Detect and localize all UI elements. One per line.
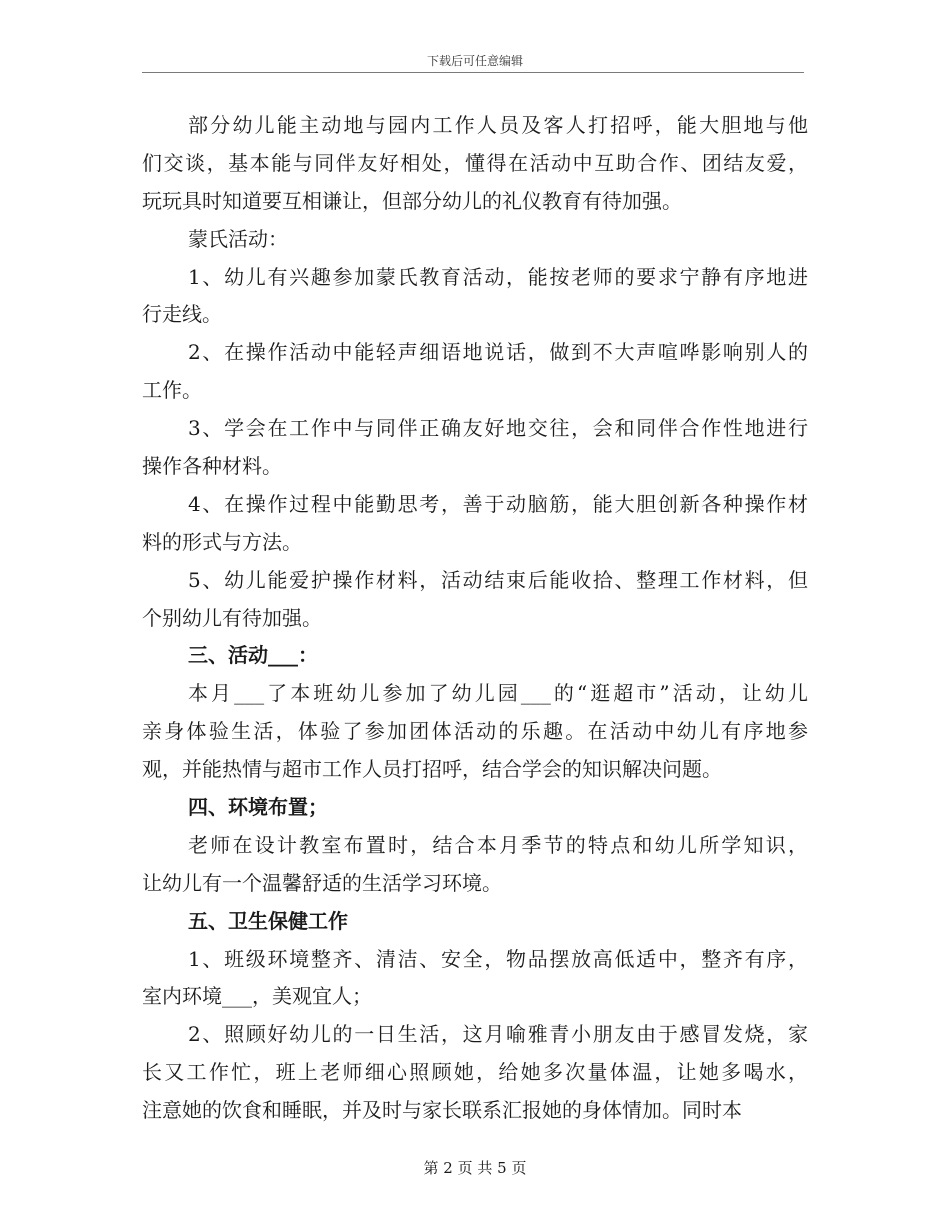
text-line: 部分幼儿能主动地与园内工作人员及客人打招呼，能大胆地与他 <box>188 113 808 137</box>
text-line: 本月___了本班幼儿参加了幼儿园___的“逛超市”活动，让幼儿 <box>188 681 808 706</box>
document-body <box>142 107 808 1130</box>
text-line: 注意她的饮食和睡眠，并及时与家长联系汇报她的身体情加。同时本 <box>142 1098 742 1123</box>
text-line: 们交谈，基本能与同伴友好相处，懂得在活动中互助合作、团结友爱， <box>142 150 808 175</box>
text-line: 2、在操作活动中能轻声细语地说话，做到不大声喧哗影响别人的 <box>188 340 808 365</box>
text-line: 工作。 <box>142 378 202 403</box>
text-line: 观，并能热情与超市工作人员打招呼，结合学会的知识解决问题。 <box>142 757 722 782</box>
header-note: 下载后可任意编辑 <box>426 54 523 68</box>
text-line: 个别幼儿有待加强。 <box>142 605 322 630</box>
paragraph <box>142 941 808 1017</box>
text-line: 四、环境布置； <box>188 795 328 820</box>
page-number: 第 2 页 共 5 页 <box>423 1159 527 1177</box>
text-line: 2、照顾好幼儿的一日生活，这月喻雅青小朋友由于感冒发烧，家 <box>188 1022 808 1047</box>
text-line: 五、卫生保健工作 <box>188 908 348 933</box>
text-line: 3、学会在工作中与同伴正确友好地交往，会和同伴合作性地进行 <box>188 416 808 441</box>
text-line: 亲身体验生活，体验了参加团体活动的乐趣。在活动中幼儿有序地参 <box>142 719 808 744</box>
paragraph <box>142 221 808 259</box>
text-line: 玩玩具时知道要互相谦让，但部分幼儿的礼仪教育有待加强。 <box>142 188 682 213</box>
paragraph <box>142 334 808 410</box>
text-line: 4、在操作过程中能勤思考，善于动脑筋，能大胆创新各种操作材 <box>188 491 808 516</box>
text-line: 1、班级环境整齐、清洁、安全，物品摆放高低适中，整齐有序， <box>188 946 808 971</box>
text-line: 行走线。 <box>142 302 222 327</box>
text-line: 长又工作忙，班上老师细心照顾她，给她多次量体温，让她多喝水， <box>142 1060 808 1085</box>
paragraph <box>142 486 808 562</box>
paragraph <box>142 675 808 789</box>
section-heading <box>142 637 808 675</box>
text-line: 料的形式与方法。 <box>142 529 302 554</box>
header-divider <box>142 72 804 73</box>
paragraph <box>142 107 808 221</box>
section-heading <box>142 789 808 827</box>
paragraph <box>142 1016 808 1130</box>
text-line: 三、活动___： <box>188 643 318 668</box>
paragraph <box>142 562 808 638</box>
text-line: 蒙氏活动： <box>188 226 288 251</box>
section-heading <box>142 903 808 941</box>
paragraph <box>142 410 808 486</box>
text-line: 5、幼儿能爱护操作材料，活动结束后能收拾、整理工作材料，但 <box>188 567 808 592</box>
text-line: 1、幼儿有兴趣参加蒙氏教育活动，能按老师的要求宁静有序地进 <box>188 264 808 289</box>
text-line: 老师在设计教室布置时，结合本月季节的特点和幼儿所学知识， <box>188 832 808 857</box>
text-line: 操作各种材料。 <box>142 454 282 479</box>
paragraph <box>142 259 808 335</box>
paragraph <box>142 827 808 903</box>
text-line: 室内环境___，美观宜人； <box>142 984 372 1009</box>
text-line: 让幼儿有一个温馨舒适的生活学习环境。 <box>142 870 502 895</box>
